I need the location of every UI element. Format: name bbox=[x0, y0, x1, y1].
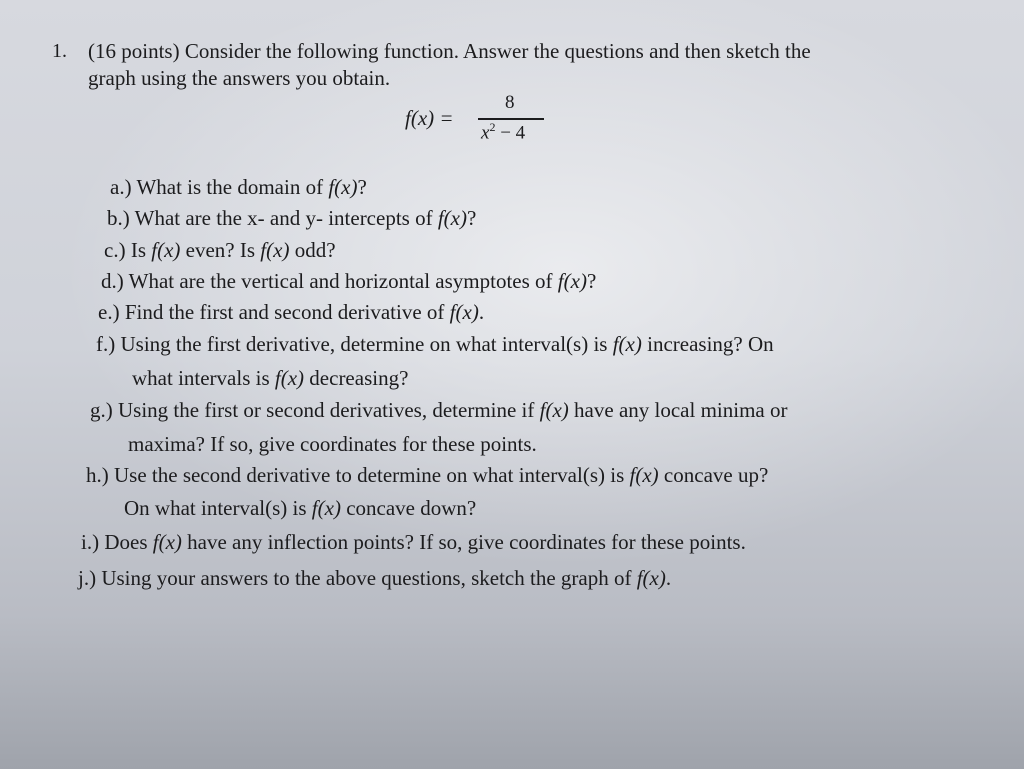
question-text-end: . bbox=[665, 566, 672, 590]
question-text: even? Is bbox=[180, 238, 261, 262]
function-notation: f(x) bbox=[629, 463, 659, 487]
question-text-end: ? bbox=[466, 206, 477, 230]
question-text: What are the vertical and horizontal asymptotes of bbox=[128, 269, 558, 293]
problem-number: 1. bbox=[52, 40, 67, 62]
question-h-line-2 bbox=[124, 495, 476, 521]
function-notation: f(x) bbox=[539, 398, 569, 422]
denominator-constant: − 4 bbox=[495, 122, 526, 144]
question-g-line-2: maxima? If so, give coordinates for these points. bbox=[128, 432, 537, 456]
question-text: what intervals is bbox=[132, 366, 275, 390]
question-h-line-1 bbox=[86, 462, 768, 488]
question-label: a.) bbox=[110, 175, 132, 199]
function-notation: f(x) bbox=[151, 238, 181, 262]
formula-denominator bbox=[481, 120, 525, 144]
function-notation: f(x) bbox=[328, 175, 358, 199]
question-c bbox=[104, 237, 336, 263]
question-label: j.) bbox=[78, 566, 97, 590]
question-text: Using the first or second derivatives, determine if bbox=[118, 398, 540, 422]
question-label: e.) bbox=[98, 300, 120, 324]
formula-numerator: 8 bbox=[505, 92, 515, 113]
question-a bbox=[110, 174, 367, 200]
function-notation: f(x) bbox=[557, 269, 587, 293]
question-label: i.) bbox=[81, 530, 100, 554]
question-text-end: concave up? bbox=[658, 463, 769, 487]
question-text: Using the first derivative, determine on what interval(s) is bbox=[120, 332, 613, 356]
question-label: g.) bbox=[90, 398, 113, 422]
question-text-end: increasing? On bbox=[641, 332, 774, 356]
question-text-end: ? bbox=[357, 175, 367, 199]
function-notation: f(x) bbox=[260, 238, 290, 262]
function-notation: f(x) bbox=[274, 366, 305, 390]
function-notation: f(x) bbox=[612, 332, 642, 356]
function-notation: f(x) bbox=[152, 530, 182, 554]
question-g-line-1 bbox=[90, 397, 787, 423]
problem-intro-line-2: graph using the answers you obtain. bbox=[88, 66, 391, 90]
question-j bbox=[78, 565, 671, 591]
question-text: On what interval(s) is bbox=[124, 496, 312, 520]
question-text-end: have any inflection points? If so, give coordinates for these points. bbox=[181, 530, 746, 554]
question-text: Is bbox=[130, 238, 152, 262]
denominator-variable: x bbox=[481, 122, 490, 144]
question-text-end: concave down? bbox=[340, 496, 477, 520]
formula-lhs: f(x) = bbox=[405, 106, 454, 130]
question-text-end: decreasing? bbox=[304, 366, 409, 390]
question-text-end: odd? bbox=[289, 238, 336, 262]
question-text-end: . bbox=[478, 300, 485, 324]
function-notation: f(x) bbox=[311, 496, 341, 520]
question-text: Using your answers to the above questions, sketch the graph of bbox=[101, 566, 637, 590]
question-label: d.) bbox=[101, 269, 124, 293]
function-notation: f(x) bbox=[437, 206, 467, 230]
question-text: Does bbox=[104, 530, 153, 554]
problem-intro-line-1: (16 points) Consider the following function. Answer the questions and then sketch the bbox=[88, 39, 811, 63]
question-label: c.) bbox=[104, 238, 126, 262]
question-e bbox=[98, 299, 484, 325]
question-i bbox=[81, 529, 746, 555]
question-text-end: have any local minima or bbox=[568, 398, 788, 422]
function-formula bbox=[405, 92, 545, 152]
question-text-end: ? bbox=[586, 269, 597, 293]
question-b bbox=[107, 205, 476, 231]
question-f-line-2 bbox=[132, 365, 408, 391]
question-f-line-1 bbox=[96, 331, 774, 357]
question-d bbox=[101, 268, 596, 294]
denominator-exponent: 2 bbox=[489, 120, 496, 134]
question-text: What are the x- and y- intercepts of bbox=[134, 206, 438, 230]
function-notation: f(x) bbox=[636, 566, 666, 590]
question-label: h.) bbox=[86, 463, 109, 487]
function-notation: f(x) bbox=[449, 300, 479, 324]
question-label: b.) bbox=[107, 206, 130, 230]
question-label: f.) bbox=[96, 332, 116, 356]
question-text: Use the second derivative to determine on what interval(s) is bbox=[114, 463, 630, 487]
question-text: Find the first and second derivative of bbox=[124, 300, 450, 324]
question-text: What is the domain of bbox=[136, 175, 329, 199]
